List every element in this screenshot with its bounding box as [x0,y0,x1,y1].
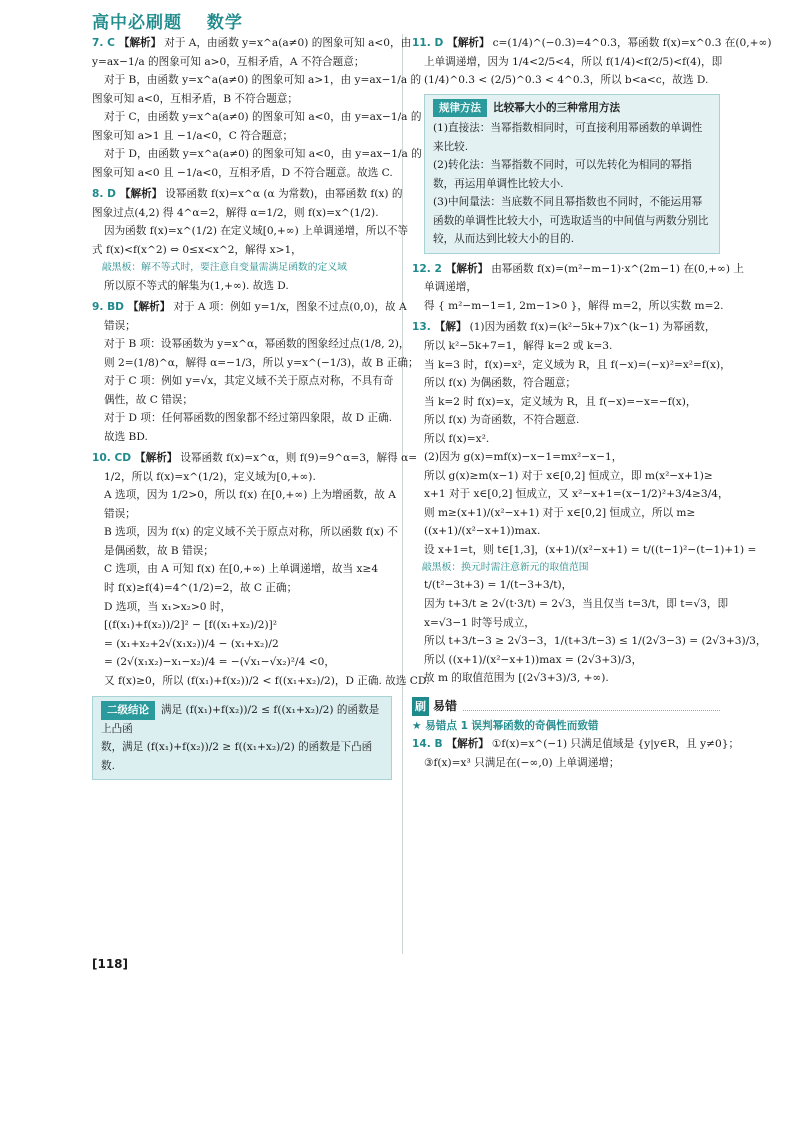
text-line: ③f(x)=x³ 只满足在(−∞,0) 上单调递增； [424,756,620,769]
analysis-tag: 【解析】 [445,262,489,275]
text-line: 满足 (f(x₁)+f(x₂))/2 ≤ f((x₁+x₂)/2) 的函数是上凸函 [101,704,380,735]
analysis-tag: 【解析】 [446,738,489,751]
book-title: 高中必刷题 [92,13,182,33]
text-line: 对于 C，由函数 y=x^a(a≠0) 的图象可知 a<0，由 y=ax−1/a 的 [104,111,422,124]
text-line: 错误； [104,507,136,520]
method-item: (1)直接法：当幂指数相同时，可直接利用幂函数的单调性来比较. [433,122,703,153]
answer-number: 13. [412,321,431,334]
text-line: 偶性，故 C 错误； [104,393,193,406]
answer-number: 8. D [92,188,116,201]
text-line: ①f(x)=x^(−1) 只满足值域是 {y|y∈R，且 y≠0}； [491,738,740,751]
solution-q13 [412,318,767,687]
formula-line: [(f(x₁)+f(x₂))/2]² − [f((x₁+x₂)/2)]² [104,619,277,632]
solution-q12 [412,260,744,316]
text-line: 图象可知 a<0 且 −1/a<0，互相矛盾，D 不符合题意。故选 C. [92,166,393,179]
answer-number: 10. CD [92,452,132,465]
text-line: 故选 BD. [104,430,148,443]
answer-number: 7. C [92,37,115,49]
text-line: 图象过点(4,2) 得 4^α=2，解得 α=1/2，则 f(x)=x^(1/2). [92,206,379,219]
text-line: 错误； [104,319,136,332]
text-line: 所以 f(x)=x². [424,432,490,445]
text-line: 由幂函数 f(x)=(m²−m−1)·x^(2m−1) 在(0,+∞) 上 [491,262,744,275]
text-line: 所以 f(x) 为奇函数，不符合题意. [424,414,580,427]
answer-number: 9. BD [92,301,124,314]
text-line: 所以 ((x+1)/(x²−x+1))max = (2√3+3)/3， [424,653,643,666]
text-line: 对于 B，由函数 y=x^a(a≠0) 的图象可知 a>1，由 y=ax−1/a 的 [104,74,422,87]
text-line: 上单调递增，因为 1/4<2/5<4，所以 f(1/4)<f(2/5)<f(4)，即 [424,55,723,68]
right-column [412,34,772,775]
text-line: 得 { m²−m−1=1, 2m−1>0 }，解得 m=2，所以实数 m=2. [424,299,724,312]
text-line: x=√3−1 时等号成立， [424,616,535,629]
text-line: 所以原不等式的解集为(1,+∞). 故选 D. [104,279,289,292]
text-line: 时 f(x)≥f(4)=4^(1/2)=2，故 C 正确； [104,582,298,595]
text-line: A 选项，因为 1/2>0，所以 f(x) 在[0,+∞) 上为增函数，故 A [104,489,396,502]
text-line: ((x+1)/(x²−x+1))max. [424,525,541,538]
text-line: 当 k=2 时 f(x)=x，定义域为 R，且 f(−x)=−x=−f(x)， [424,395,697,408]
analysis-tag: 【解析】 [447,37,490,49]
text-line: (1)因为函数 f(x)=(k²−5k+7)x^(k−1) 为幂函数， [469,321,716,334]
text-line: 所以 g(x)≥m(x−1) 对于 x∈[0,2] 恒成立，即 m(x²−x+1)≥ [424,469,713,482]
text-line: 是偶函数，故 B 错误； [104,544,214,557]
text-line: (2)因为 g(x)=mf(x)−x−1=mx²−x−1， [424,451,623,464]
text-line: 因为 t+3/t ≥ 2√(t·3/t) = 2√3，当且仅当 t=3/t，即 t=√3，即 [424,598,729,611]
text-line: 单调递增， [424,281,477,294]
error-point-title: 误判幂函数的奇偶性而致错 [471,719,599,732]
page-header [92,8,243,33]
text-line: 则 2=(1/8)^α，解得 α=−1/3，所以 y=x^(−1/3)，故 B 正确； [104,356,419,369]
section-badge: 刷 [412,697,429,716]
text-line: 1/2，所以 f(x)=x^(1/2)，定义域为[0,+∞). [104,470,316,483]
text-line: 对于 B 项：设幂函数为 y=x^α，幂函数的图象经过点(1/8, 2)， [104,338,410,351]
text-line: 则 m≥(x+1)/(x²−x+1) 对于 x∈[0,2] 恒成立，所以 m≥ [424,506,696,519]
analysis-tag: 【解析】 [119,188,163,201]
analysis-tag: 【解析】 [118,37,162,49]
text-line: (1/4)^0.3 < (2/5)^0.3 < 4^0.3，所以 b<a<c，故选 D. [424,74,709,87]
solution-q14 [412,735,740,772]
text-line: c=(1/4)^(−0.3)=4^0.3，幂函数 f(x)=x^0.3 在(0,+∞) [492,37,772,49]
formula-line: = (2√(x₁x₂)−x₁−x₂)/4 = −(√x₁−√x₂)²/4 <0， [104,656,335,669]
text-line: 当 k=3 时，f(x)=x²，定义域为 R，且 f(−x)=(−x)²=x²=f(x)， [424,358,731,371]
text-line: 对于 D，由函数 y=x^a(a≠0) 的图象可知 a<0，由 y=ax−1/a 的 [104,148,422,161]
text-line: 设幂函数 f(x)=x^α (α 为常数)，由幂函数 f(x) 的 [165,188,403,201]
analysis-tag: 【解析】 [135,452,178,465]
text-line: D 选项，当 x₁>x₂>0 时， [104,600,232,613]
text-line: 图象可知 a<0，互相矛盾，B 不符合题意； [92,92,298,105]
text-line: t/(t²−3t+3) = 1/(t−3+3/t)， [424,579,573,592]
method-item: (3)中间量法：当底数不同且幂指数也不同时，不能运用幂函数的单调性比较大小，可选取适当的中间值与两数分别比较，从而达到比较大小的目的. [433,196,709,246]
text-line: 设幂函数 f(x)=x^α，则 f(9)=9^α=3，解得 α= [180,452,418,465]
text-line: 所以 k²−5k+7=1，解得 k=2 或 k=3. [424,339,613,352]
text-line: 数，满足 (f(x₁)+f(x₂))/2 ≥ f((x₁+x₂)/2) 的函数是下凸函数. [101,741,373,772]
conclusion-label: 二级结论 [101,701,155,719]
answer-number: 12. 2 [412,262,442,275]
solution-q11 [412,34,772,90]
text-line: 对于 A 项：例如 y=1/x，图象不过点(0,0)，故 A [173,301,407,314]
error-point [412,717,720,736]
tip-note: 敲黑板：换元时需注意新元的取值范围 [422,562,589,574]
analysis-tag: 【解析】 [127,301,171,314]
method-item: (2)转化法：当幂指数不同时，可以先转化为相同的幂指数，再运用单调性比较大小. [433,159,692,190]
text-line: 所以 t+3/t−3 ≥ 2√3−3，1/(t+3/t−3) ≤ 1/(2√3−3) = (2√3+3)/3， [424,635,767,648]
text-line: 对于 A，由函数 y=x^a(a≠0) 的图象可知 a<0，由 [164,37,412,49]
answer-number: 11. D [412,37,444,49]
solution-q10 [92,449,430,690]
errors-section-header [412,696,720,717]
analysis-tag: 【解】 [434,321,467,334]
error-point-label: ★ 易错点 1 [412,719,469,732]
solution-q9 [92,298,419,446]
text-line: 故 m 的取值范围为 [(2√3+3)/3, +∞). [424,672,609,685]
text-line: 式 f(x)<f(x^2) ⇔ 0≤x<x^2，解得 x>1， [92,243,302,256]
subject-title: 数学 [206,13,243,33]
solution-q8 [92,185,409,295]
dotted-rule [463,702,720,711]
text-line: 对于 C 项：例如 y=√x，其定义域不关于原点对称，不具有奇 [104,375,394,388]
method-title: 比较幂大小的三种常用方法 [493,101,621,114]
text-line: 因为函数 f(x)=x^(1/2) 在定义域[0,+∞) 上单调递增，所以不等 [104,225,409,238]
text-line: 所以 f(x) 为偶函数，符合题意； [424,377,577,390]
answer-number: 14. B [412,738,443,751]
section-title: 易错 [433,698,458,713]
tip-note: 敲黑板：解不等式时，要注意自变量需满足函数的定义域 [102,262,347,274]
text-line: 对于 D 项：任何幂函数的图象都不经过第四象限，故 D 正确. [104,412,393,425]
text-line: 设 x+1=t，则 t∈[1,3]，(x+1)/(x²−x+1) = t/((t−1)²−(t−1)+1) = [424,543,757,556]
text-line: 图象可知 a>1 且 −1/a<0，C 符合题意； [92,129,294,142]
text-line: y=ax−1/a 的图象可知 a>0，互相矛盾，A 不符合题意； [92,55,365,68]
text-line: B 选项，因为 f(x) 的定义域不关于原点对称，所以函数 f(x) 不 [104,526,399,539]
method-box [424,94,720,254]
secondary-conclusion-box [92,696,392,780]
text-line: C 选项，由 A 可知 f(x) 在[0,+∞) 上单调递增，故当 x≥4 [104,563,379,576]
solution-q7 [92,34,422,182]
method-label: 规律方法 [433,99,487,117]
page-number: [118] [92,957,129,971]
formula-line: = (x₁+x₂+2√(x₁x₂))/4 − (x₁+x₂)/2 [104,637,279,650]
column-divider [402,34,403,954]
text-line: x+1 对于 x∈[0,2] 恒成立，又 x²−x+1=(x−1/2)²+3/4≥3/4， [424,488,729,501]
text-line: 又 f(x)≥0，所以 (f(x₁)+f(x₂))/2 < f((x₁+x₂)/2)，D 正确. 故选 CD. [104,674,430,687]
